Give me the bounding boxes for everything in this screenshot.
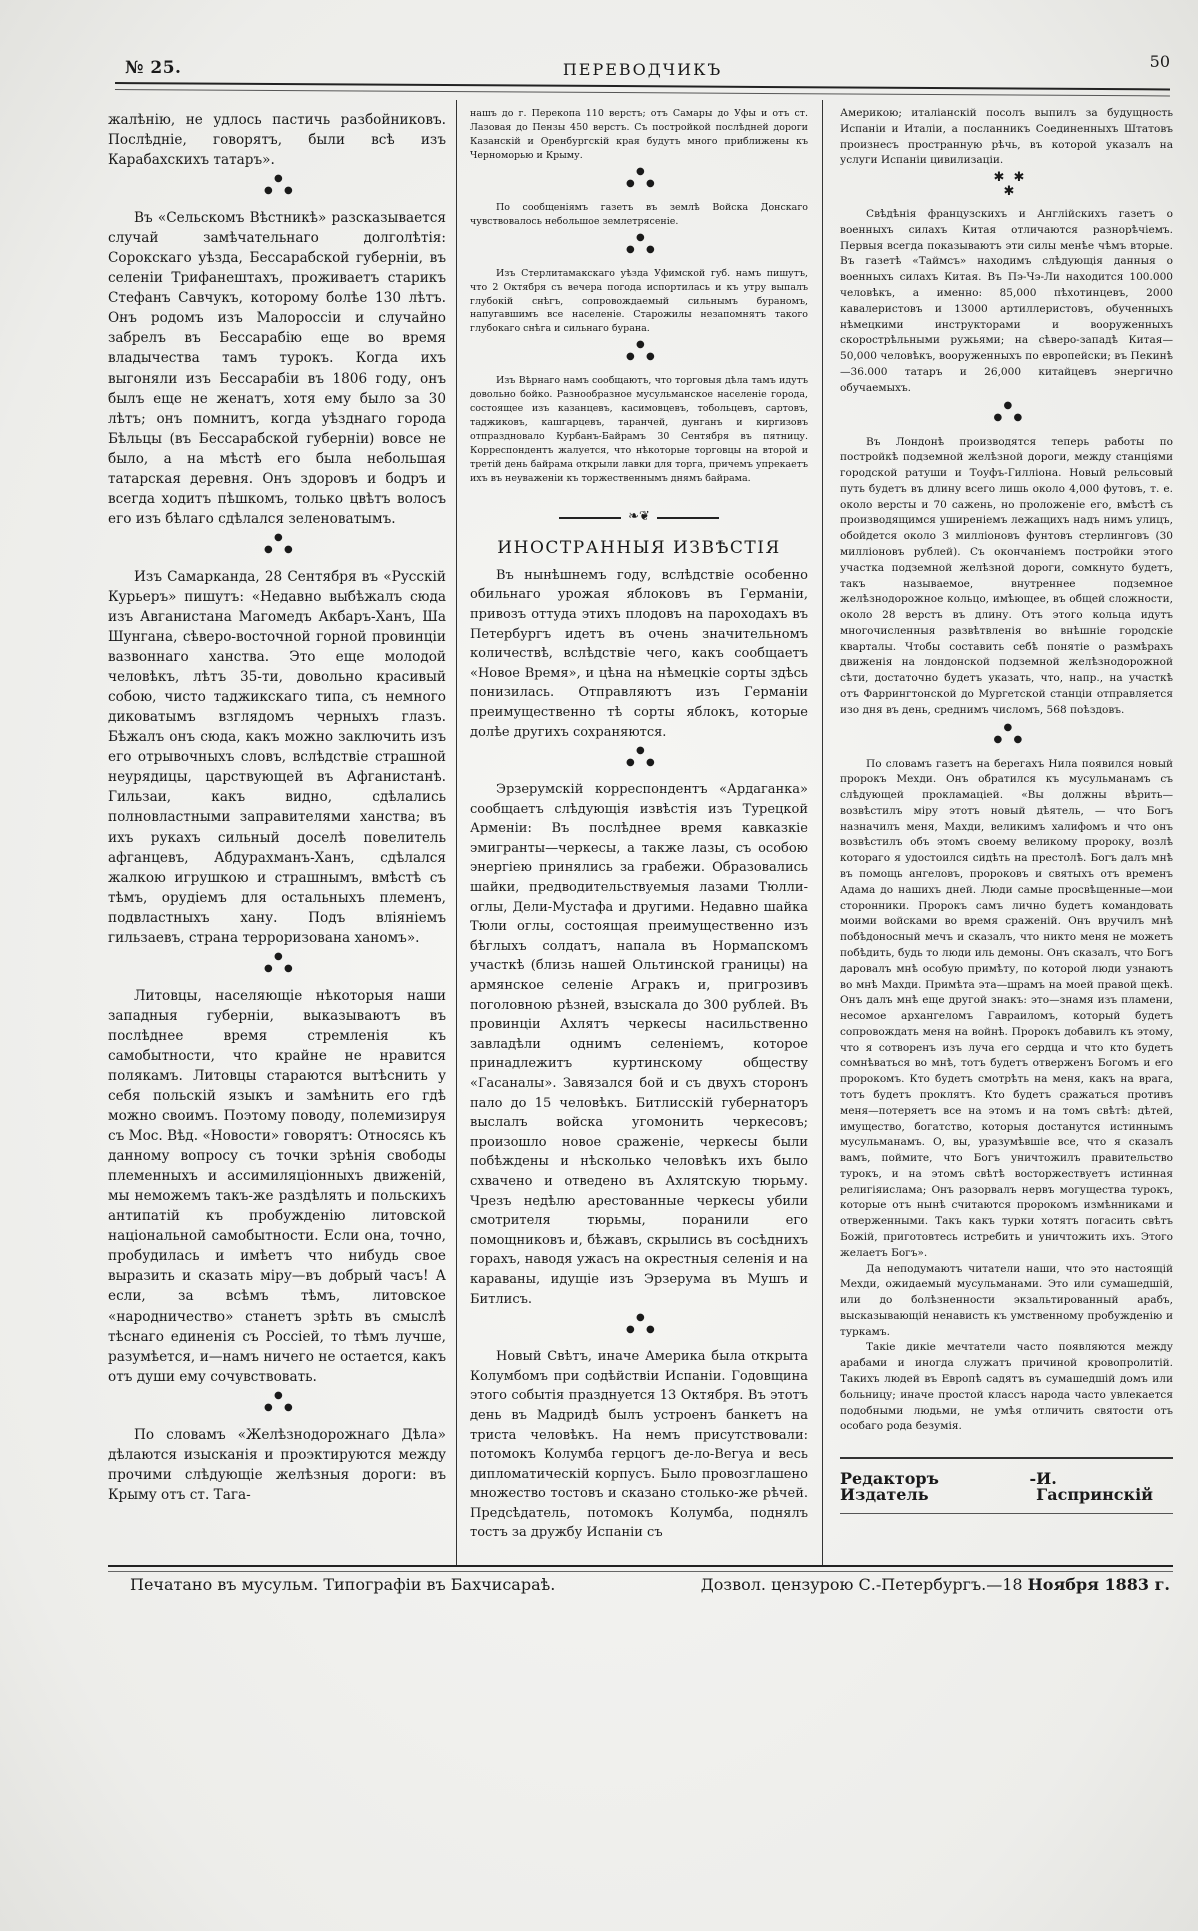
article-paragraph: По словамъ газетъ на берегахъ Нила появился новый пророкъ Мехди. Онъ обратился къ мусульманамъ съ слѣдующей прокламаціей. «Вы должны вѣрить—возвѣстилъ міру этотъ новый дѣятель, — что Богъ назначилъ меня, Махди, великимъ халифомъ и что онъ возвѣстилъ объ этомъ своему великому пророку, возлѣ котораго я удостоился сидѣть на престолѣ. Богъ далъ мнѣ въ помощь ангеловъ, пророковъ и святыхъ отъ временъ Адама до нашихъ дней. Люди самые просвѣщенные—мои сторонники. Пророкъ самъ лично будетъ командовать моими войсками во время сраженій. Онъ вручилъ мнѣ побѣдоносный мечъ и сказалъ, что никто меня не можетъ побѣдить, будь то люди иль демоны. Онъ сказалъ, что Богъ даровалъ мнѣ особую примѣту, по которой люди узнаютъ во мнѣ Махди. Примѣта эта—шрамъ на моей правой щекѣ. Онъ далъ мнѣ еще другой знакъ: это—знамя изъ пламени, несомое архангеломъ Гавраиломъ, который будетъ сопровождать меня на войнѣ. Пророкъ добавилъ къ этому, что я сотворенъ изъ луча его сердца и что кто будетъ сомнѣваться во мнѣ, тотъ будетъ отверженъ Богомъ и его пророкомъ. Кто будетъ смотрѣть на меня, какъ на врага, тотъ будетъ проклятъ. Кто будетъ сражаться противъ меня—потеряетъ все на этомъ и на томъ свѣтѣ: дѣтей, имущество, богатство, которыя достанутся истиннымъ мусульманамъ. О, вы, уразумѣвшіе все, что я сказалъ вамъ, поймите, что Богъ уничтожилъ правительство турокъ, и на этомъ свѣтѣ восторжествуетъ истинная религіяислама; Онъ разорвалъ нервъ могущества турокъ, которые отъ нынѣ считаются пророкомъ измѣнниками и отверженными. Такъ какъ турки хотятъ погасить свѣтъ Божій, приготовтесь истребить и уничтожить ихъ. Этого желаетъ Богъ». [840,757,1173,1259]
section-title: ИНОСТРАННЫЯ ИЗВѢСТІЯ [497,537,781,558]
censorship-note [701,1575,1170,1594]
asterism-divider: ✱ ✱ ✱ [993,170,1025,200]
asterism-divider: ● ● ● [626,231,655,255]
article-paragraph: Литовцы, населяющіе нѣкоторыя наши западныя губерніи, выказываютъ въ послѣднее время стремленія къ самобытности, что крайне не нравится полякамъ. Литовцы стараются вытѣснить у себя польскій языкъ и замѣнить его гдѣ можно своимъ. Поэтому поводу, полемизируя съ Мос. Вѣд. «Новости» говорятъ: Относясь къ данному вопросу съ точки зрѣнія свободы племенныхъ и ассимиляціонныхъ движеній, мы неможемъ такъ-же раздѣлять и польскихъ антипатій къ пробужденію литовской національной самобытности. Если она, точно, пробудилась и имѣетъ что нибудь свое выразить и сказать міру—въ добрый часъ! А если, за всѣмъ тѣмъ, литовское «народничество» станетъ зрѣть въ смыслѣ тѣснаго единенія съ Россіей, то тѣмъ лучше, разумѣется, и—намъ ничего не остается, какъ отъ души ему сочувствовать. [108,987,447,1385]
column-2 [470,107,808,1543]
column-3 [840,106,1173,1514]
ornament-icon: ❧❦ [621,508,657,526]
article-paragraph: Свѣдѣнія французскихъ и Англійскихъ газетъ о военныхъ силахъ Китая отличаются разнорѣчіемъ. Первыя всегда показываютъ эти силы менѣе чѣмъ вторые. Въ газетѣ «Таймсъ» находимъ слѣдующія данныя о военныхъ силахъ Китая. Въ Пэ-Чэ-Ли находится 100.000 человѣкъ, а именно: 85,000 пѣхотинцевъ, 2000 кавалеристовъ и 13000 артиллеристовъ, обученныхъ нѣмецкими инструкторами и вооруженныхъ скорострѣльными ружьями; на сѣверо-западѣ Китая—50,000 человѣкъ, вооруженныхъ по европейски; въ Пекинѣ—36.000 татаръ и 26,000 китайцевъ энергично обучаемыхъ. [840,208,1173,394]
article-paragraph: Изъ Вѣрнаго намъ сообщаютъ, что торговыя дѣла тамъ идутъ довольно бойко. Разнообразное мусульманское населеніе города, состоящее изъ казанцевъ, касимовцевъ, тобольцевъ, сартовъ, таджиковъ, кашгарцевъ, таранчей, дунганъ и киргизовъ отпраздновало Курбанъ-Байрамъ 30 Сентября въ пятницу. Корреспондентъ жалуется, что нѣкоторые торговцы на второй и третій день байрама открыли лавки для торга, причемъ упрекаетъ ихъ въ неуваженіи къ торжественнымъ днямъ байрама. [470,375,808,484]
column-1 [108,110,446,1505]
article-paragraph: жалѣнію, не удлось пастичь разбойниковъ. Послѣдніе, говорятъ, были всѣ изъ Карабахскихъ татаръ». [108,112,446,169]
article-paragraph: Въ «Сельскомъ Вѣстникѣ» разсказывается случай замѣчательнаго долголѣтія: Сорокскаго уѣзда, Бессарабской губерніи, въ селеніи Трифанештахъ, проживаетъ старикъ Стефанъ Савчукъ, которому болѣе 130 лѣтъ. Онъ родомъ изъ Малороссіи и случайно забрелъ въ Бессарабію еще во время владычества тамъ турокъ. Когда ихъ выгоняли изъ Бессарабіи въ 1806 году, онъ былъ еще не женатъ, хотя ему было за 30 лѣтъ; онъ помнитъ, когда уѣзднаго города Бѣльцы (въ Бессарабской губерніи) вовсе не было, а на мѣстѣ его была небольшая татарская деревня. Онъ здоровъ и бодръ и всегда ходитъ пѣшкомъ, только цвѣтъ волосъ его изъ бѣлаго сдѣлался зеленоватымъ. [108,210,446,527]
asterism-divider: ● ● ● [264,1389,293,1413]
article-paragraph: нашъ до г. Перекопа 110 верстъ; отъ Самары до Уфы и отъ ст. Лазовая до Пензы 450 верстъ. Съ постройкой послѣдней дороги Казанскій и Оренбургскій края будутъ много приближены къ Черноморью и Крыму. [470,108,808,161]
asterism-divider: ● ● ● [626,745,655,769]
article-paragraph: Новый Свѣтъ, иначе Америка была открыта Колумбомъ при содѣйствіи Испаніи. Годовщина этого событія празднуется 13 Октября. Въ этотъ день въ Мадридѣ былъ устроенъ банкетъ на триста человѣкъ. На немъ присутствовали: потомокъ Колумба герцогъ де-ло-Вегуа и весь дипломатическій корпусъ. Было провозглашено множество тостовъ и сказано столько-же рѣчей. Предсѣдатель, потомокъ Колумба, поднялъ тостъ за дружбу Испаніи съ [470,1349,808,1541]
editor-name: И. Гаспринскій [1036,1469,1154,1504]
article-paragraph: По сообщеніямъ газетъ въ землѣ Войска Донскаго чувствовалось небольшое землетрясеніе. [470,201,808,227]
page-number: 50 [1149,52,1170,71]
fleuron-divider [559,508,719,524]
censor-date: Ноября 1883 г. [1027,1575,1170,1594]
asterism-divider: ● ● ● [626,165,655,189]
article-paragraph: Изъ Стерлитамакскаго уѣзда Уфимской губ. намъ пишутъ, что 2 Октября съ вечера погода испортилась и къ утру выпалъ глубокій снѣгъ, сопровождаемый сильнымъ бураномъ, напугавшимъ все населеніе. Старожилы незапомнятъ такого глубокаго снѣга и сильнаго бурана. [470,267,808,335]
header-rule [115,82,1170,96]
article-paragraph: По словамъ «Желѣзнодорожнаго Дѣла» дѣлаются изысканія и проэктируются между прочими слѣдующіе желѣзныя дороги: въ Крыму отъ ст. Тага- [108,1426,446,1503]
asterism-divider: ● ● ● [264,531,293,555]
article-paragraph: Такіе дикіе мечтатели часто появляются между арабами и иногда служатъ причиной кровопролитій. Такихъ людей въ Европѣ садятъ въ сумашедшій домъ или больницу; иначе простой классъ народа часто увлекается подобными людьми, не умѣя отличить святости отъ особаго рода безумія. [840,1341,1173,1433]
asterism-divider: ● ● ● [264,173,293,197]
foreign-news [470,566,808,1543]
footer-rule [108,1565,1173,1572]
asterism-divider: ● ● ● [993,721,1023,745]
printer-imprint: Печатано въ мусульм. Типографіи въ Бахчисараѣ. [130,1575,556,1594]
asterism-divider: ● ● ● [993,399,1023,423]
asterism-divider: ● ● ● [626,339,655,363]
article-paragraph: Изъ Самарканда, 28 Сентября въ «Русскій Курьеръ» пишутъ: «Недавно выбѣжалъ сюда изъ Авганистана Магомедъ Акбаръ-Ханъ, Ша Шунгана, сѣверо-восточной горной провинціи вазвоннаго ханства. Это еще молодой человѣкъ, лѣтъ 35-ти, довольно красивый собою, чисто таджикскаго типа, съ немного диковатымъ взглядомъ черныхъ глазъ. Бѣжалъ онъ сюда, какъ можно заключить изъ его отрывочныхъ словъ, вслѣдствіе страшной неурядицы, царствующей въ Афганистанѣ. Гильзаи, какъ видно, сдѣлались полновластными заправителями ханства; въ ихъ рукахъ сильный доселѣ повелитель афганцевъ, Абдурахманъ-Ханъ, сдѣлался жалкою игрушкою и страшнымъ, вмѣстѣ съ тѣмъ, орудіемъ для остальныхъ племенъ, подвластныхъ хану. Подъ вліяніемъ гильзаевъ, страна терроризована ханомъ». [108,568,446,946]
column-divider [822,100,823,1565]
newspaper-title: ПЕРЕВОДЧИКЪ [562,60,723,79]
editor-signature [840,1457,1173,1514]
article-paragraph: Въ нынѣшнемъ году, вслѣдствіе особенно обильнаго урожая яблоковъ въ Германіи, привозъ оттуда этихъ плодовъ на пароходахъ въ Петербургъ идетъ въ очень значительномъ количествѣ, вслѣдствіе чего, какъ сообщаетъ «Новое Время», и цѣна на нѣмецкіе сорты здѣсь понизилась. Отправляютъ изъ Германіи преимущественно тѣ сорты яблокъ, которые долѣе другихъ сохраняются. [470,567,808,740]
column-divider [456,100,457,1565]
article-paragraph: Да неподумаютъ читатели наши, что это настоящій Мехди, ожидаемый мусульманами. Это или сумашедшій, или до болѣзненности экзальтированный арабъ, высказывающій ненависть къ умственному пробужденію и туркамъ. [840,1262,1173,1338]
issue-number: № 25. [125,58,182,78]
article-paragraph: Эрзерумскій корреспондентъ «Ардаганка» сообщаетъ слѣдующія извѣстія изъ Турецкой Арменіи: Въ послѣднее время кавказкіе эмигранты—черкесы, а также лазы, съ особою энергіею принялись за грабежи. Образовались шайки, предводительствуемыя лазами Тюлли-оглы, Дели-Мустафа и другими. Недавно шайка Тюли оглы, состоящая преимущественно изъ бѣглыхъ солдатъ, напала въ Нормапскомъ участкѣ (близь нашей Ольтинской границы) на армянское селеніе Агракъ и, пригрозивъ поголовною рѣзней, взыскала до 300 рублей. Въ провинціи Ахлятъ черкесы насильственно завладѣли однимъ селеніемъ, которое принадлежитъ куртинскому обществу «Гасаналы». Завязался бой и съ двухъ сторонъ пало до 15 человѣкъ. Битлисскій губернаторъ выслалъ войска угомонить черкесовъ; произошло новое сраженіе, черкесы были побѣждены и нѣсколько человѣкъ ихъ было схвачено и отведено въ Ахлятскую тюрьму. Чрезъ недѣлю арестованные черкесы убили смотрителя тюрьмы, поранили его помощниковъ и, бѣжавъ, скрылись въ сосѣднихъ горахъ, наводя ужасъ на окрестныя селенія и на караваны, идущіе изъ Эрзерума въ Мушъ и Битлисъ. [470,782,808,1307]
asterism-divider: ● ● ● [626,1312,655,1336]
page-header [115,52,1170,92]
editor-role: Редакторъ - Издатель [840,1469,1037,1504]
asterism-divider: ● ● ● [264,950,293,974]
article-paragraph: Въ Лондонѣ производятся теперь работы по постройкѣ подземной желѣзной дороги, между станціями городской ратуши и Тоуфъ-Гилліона. Новый рельсовый путь будетъ въ длину всего лишь около 4,000 футовъ, т. е. около версты и 70 сажень, но проложеніе его, вмѣстѣ съ производящимся уширеніемъ лежащихъ надъ нимъ улицъ, обойдется около 3 милліоновъ фунтовъ стерлинговъ (30 милліоновъ рублей). Съ окончаніемъ постройки этого участка подземной желѣзной дороги, сомкнуто будетъ, такъ называемое, внутреннее подземное желѣзнодорожное кольцо, имѣющее, въ общей сложности, около 28 верстъ въ длину. Отъ этого кольца идутъ многочисленныя развѣтвленія во внѣшніе городскіе кварталы. Чтобы составить себѣ понятіе о размѣрахъ движенія на лондонской подземной желѣзнодорожной сѣти, достаточно будетъ указать, что, напр., на участкѣ отъ Фаррингтонской до Мургетской станціи отправляется изо дня въ день, среднимъ числомъ, 568 поѣздовъ. [840,435,1173,716]
article-paragraph: Америкою; италіанскій посолъ выпилъ за будущность Испаніи и Италіи, а посланникъ Соединенныхъ Штатовъ произнесъ пространную рѣчь, въ которой указалъ на услуги Испаніи цивилизаціи. [840,107,1173,167]
censor-text: Дозвол. цензурою С.-Петербургъ.—18 [700,1575,1023,1594]
